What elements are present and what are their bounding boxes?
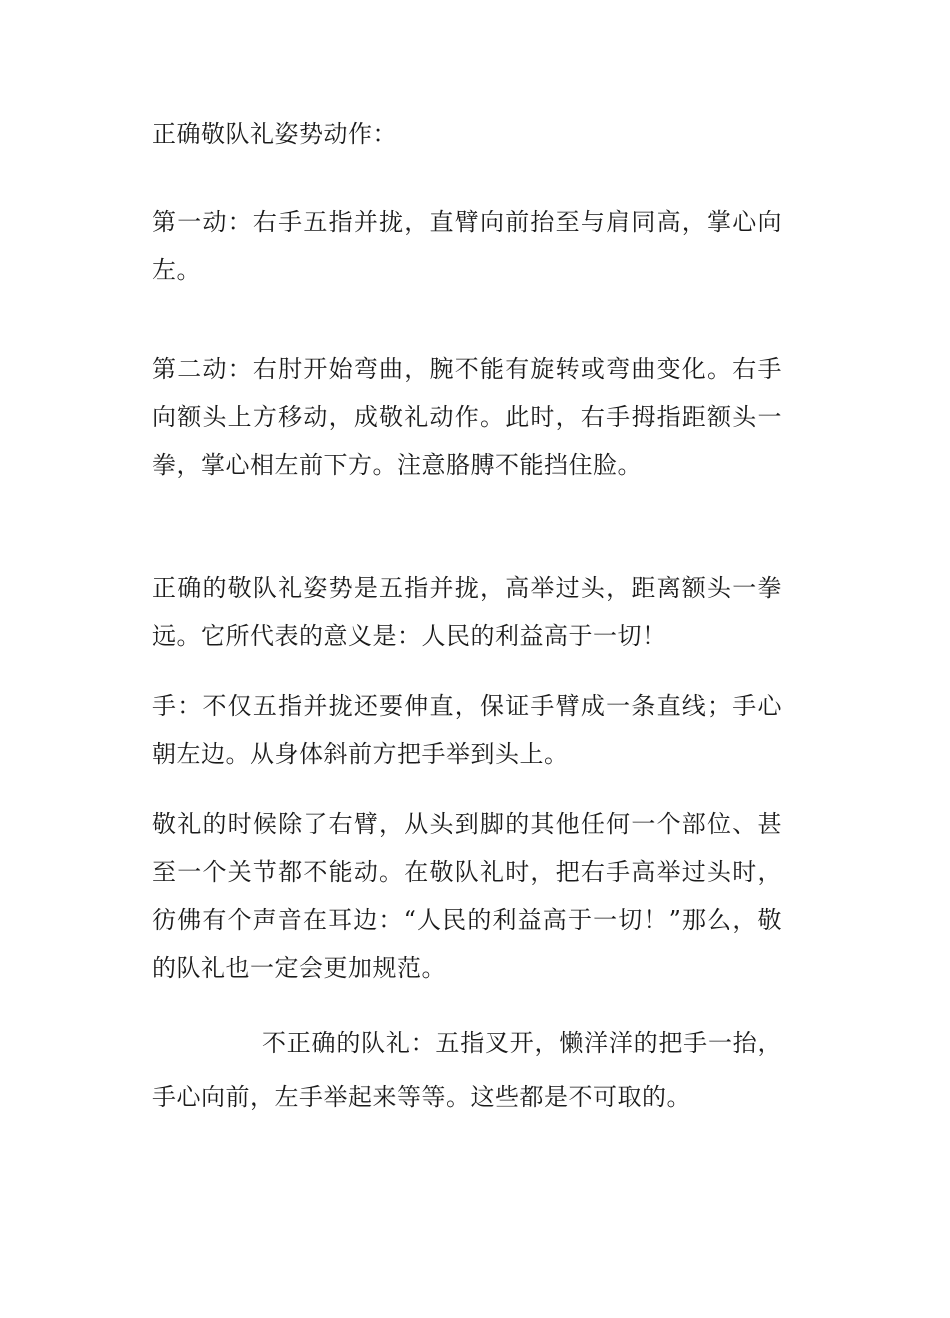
step-one-paragraph: 第一动：右手五指并拢，直臂向前抬至与肩同高，掌心向左。 (152, 208, 782, 284)
heading-paragraph: 正确敬队礼姿势动作： (152, 120, 397, 148)
meaning-paragraph: 正确的敬队礼姿势是五指并拢，高举过头，距离额头一拳远。它所代表的意义是：人民的利益高于一切！ (152, 574, 782, 650)
hand-paragraph: 手：不仅五指并拢还要伸直，保证手臂成一条直线；手心朝左边。从身体斜前方把手举到头上。 (152, 692, 782, 768)
stillness-paragraph: 敬礼的时候除了右臂，从头到脚的其他任何一个部位、甚至一个关节都不能动。在敬队礼时，把右手高举过头时，彷佛有个声音在耳边：“人民的利益高于一切！”那么，敬的队礼也一定会更加规范。 (152, 810, 782, 982)
step-two-paragraph: 第二动：右肘开始弯曲，腕不能有旋转或弯曲变化。右手向额头上方移动，成敬礼动作。此时，右手拇指距额头一拳，掌心相左前下方。注意胳膊不能挡住脸。 (152, 355, 782, 479)
incorrect-salute-paragraph: 不正确的队礼：五指叉开，懒洋洋的把手一抬，手心向前，左手举起来等等。这些都是不可取的。 (152, 1029, 782, 1111)
